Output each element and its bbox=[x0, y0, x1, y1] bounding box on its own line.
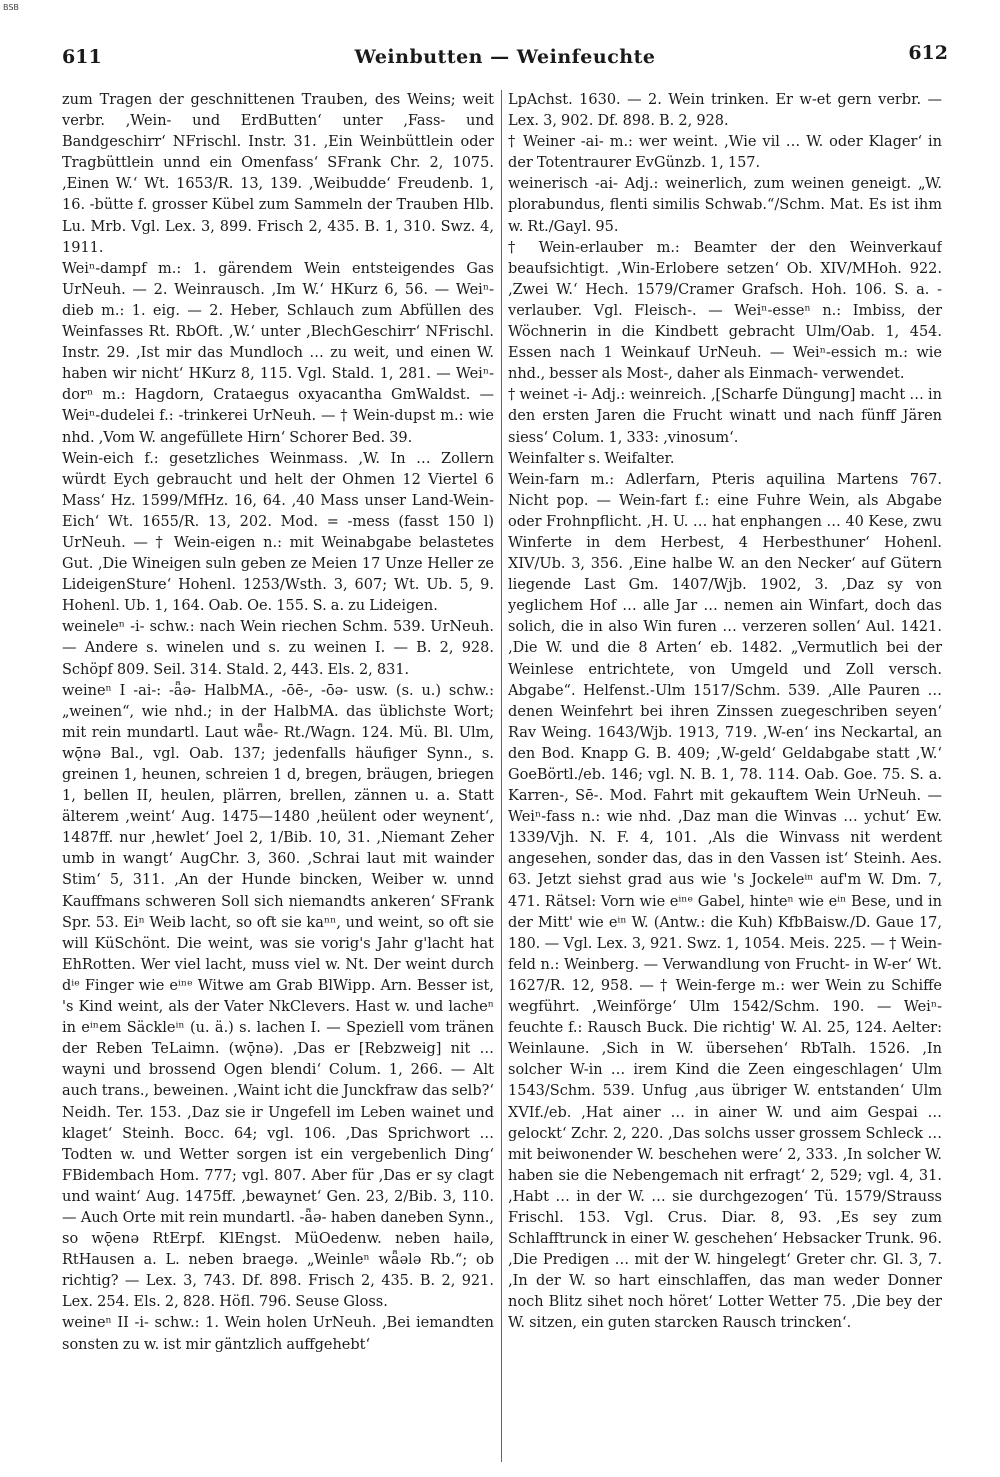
column-divider bbox=[501, 90, 502, 1462]
right-column bbox=[508, 90, 942, 1462]
entry-paragraph: weineleⁿ -i- schw.: nach Wein riechen Schm. 539. UrNeuh. — Andere s. winelen und s. zu weinen I. — B. 2, 928. Schöpf 809. Seil. 314. Stald. 2, 443. Els. 2, 831. bbox=[62, 619, 494, 678]
entry-paragraph: LpAchst. 1630. — 2. Wein trinken. Er w-et gern verbr. — Lex. 3, 902. Df. 898. B. 2, 928. bbox=[508, 92, 942, 130]
entry-paragraph: weinerisch -ai- Adj.: weinerlich, zum weinen geneigt. „W. plorabundus, flenti similis Schwab.“/Schm. Mat. Es ist ihm w. Rt./Gayl. 95. bbox=[508, 176, 942, 235]
left-column bbox=[62, 90, 494, 1462]
library-stamp: BSB bbox=[3, 3, 19, 12]
entry-paragraph: † Weiner -ai- m.: wer weint. ‚Wie vil … W. oder Klager‘ in der Totentraurer EvGünzb. 1, 157. bbox=[508, 134, 942, 172]
entry-paragraph: weineⁿ II -i- schw.: 1. Wein holen UrNeuh. ‚Bei iemandten sonsten zu w. ist mir gäntzlich auffgehebt‘ bbox=[62, 1315, 494, 1353]
entry-paragraph: † weinet -i- Adj.: weinreich. ‚[Scharfe Düngung] macht … in den ersten Jaren die Frucht winatt und nach fünff Jären siess‘ Colum. 1, 333: ‚vinosum‘. bbox=[508, 387, 942, 446]
page-header bbox=[62, 40, 948, 76]
entry-paragraph: Weiⁿ-dampf m.: 1. gärendem Wein entsteigendes Gas UrNeuh. — 2. Weinrausch. ‚Im W.‘ HKurz 6, 56. — Weiⁿ-dieb m.: 1. eig. — 2. Heber, Schlauch zum Abfüllen des Weinfasses Rt. RbOft. ‚W.‘ unter ‚BlechGeschirr‘ NFrischl. Instr. 29. ‚Ist mir das Mundloch … zu weit, und einen W. haben wir nicht‘ HKurz 8, 115. Vgl. Stald. 1, 281. — Weiⁿ-dorⁿ m.: Hagdorn, Crataegus oxyacantha GmWaldst. — Weiⁿ-dudelei f.: -trinkerei UrNeuh. — † Wein-dupst m.: wie nhd. ‚Vom W. angefüllete Hirn‘ Schorer Bed. 39. bbox=[62, 260, 494, 446]
entry-paragraph: weineⁿ I -ai-: -ǟə- HalbMA., -ōē-, -ōə- usw. (s. u.) schw.: „weinen“, wie nhd.; in der HalbMA. das üblichste Wort; mit rein mundartl. Laut wǟe- Rt./Wagn. 124. Mü. Bl. Ulm, wǭnə Bal., vgl. Oab. 137; jedenfalls häufiger Synn., s. greinen 1, heunen, schreien 1 d, bregen, bräugen, briegen 1, bellen II, heulen, plärren, brellen, zännen u. a. Statt älterem ‚weint‘ Aug. 1475—1480 ‚heülent oder weynent‘, 1487ff. nur ‚hewlet‘ Joel 2, 1/Bib. 10, 31. ‚Niemant Zeher umb in wangt‘ AugChr. 3, 360. ‚Schrai laut mit wainder Stim‘ 5, 311. ‚An der Hunde bincken, Weiber w. unnd Kauffmans schweren Soll sich niemandts ankeren‘ SFrank Spr. 53. Eiⁿ Weib lacht, so oft sie kaⁿⁿ, und weint, so oft sie will KüSchönt. Die weint, was sie vorig's Jahr g'lacht hat EhRotten. Wer viel lacht, muss viel w. Nt. Der weint durch dⁱᵉ Finger wie eⁱⁿᵉ Witwe am Grab BlWipp. Arn. Besser ist, 's Kind weint, als der Vater NkClevers. Hast w. und lacheⁿ in eⁱⁿem Säckleⁱⁿ (u. ä.) s. lachen I. — Speziell vom tränen der Reben TeLaimn. (wǭnə). ‚Das er [Rebzweig] nit … wayni und brossend Ogen blendi‘ Colum. 1, 266. — Alt auch trans., beweinen. ‚Waint icht die Junckfraw das selb?‘ Neidh. Ter. 153. ‚Daz sie ir Ungefell im Leben wainet und klaget‘ Steinh. Bocc. 64; vgl. 106. ‚Das Sprichwort … Todten w. und Wetter sorgen ist ein vergebenlich Ding‘ FBidembach Hom. 777; vgl. 807. Aber für ‚Das er sy clagt und waint‘ Aug. 1475ff. ‚bewaynet‘ Gen. 23, 2/Bib. 3, 110. — Auch Orte mit rein mundartl. -ǟə- haben daneben Synn., so wǭenə RtErpf. KlEngst. MüOedenw. neben hailə, RtHausen a. L. neben braegə. „Weinleⁿ wǟələ Rb.“; ob richtig? — Lex. 3, 743. Df. 898. Frisch 2, 435. B. 2, 921. Lex. 254. Els. 2, 828. Höfl. 796. Seuse Gloss. bbox=[62, 682, 494, 1311]
entry-paragraph: zum Tragen der geschnittenen Trauben, des Weins; weit verbr. ‚Wein- und ErdButten‘ unter ‚Fass- und Bandgeschirr‘ NFrischl. Instr. 31. ‚Ein Weinbüttlein oder Tragbüttlein unnd ein Omenfass‘ SFrank Chr. 2, 1075. ‚Einen W.‘ Wt. 1653/R. 13, 139. ‚Weibudde‘ Freudenb. 1, 16. -bütte f. grosser Kübel zum Sammeln der Trauben Hlb. Lu. Mrb. Vgl. Lex. 3, 899. Frisch 2, 435. B. 1, 310. Swz. 4, 1911. bbox=[62, 92, 494, 256]
entry-paragraph: Wein-farn m.: Adlerfarn, Pteris aquilina Martens 767. Nicht pop. — Wein-fart f.: eine Fuhre Wein, als Abgabe oder Frohnpflicht. ‚H. U. … hat enphangen … 40 Kese, zwu Winferte in dem Herbest, 4 Herbesthuner‘ Hohenl. XIV/Ub. 3, 356. ‚Eine halbe W. an den Necker‘ auf Gütern liegende Last Gm. 1407/Wjb. 1902, 3. ‚Daz sy von yeglichem Hof … alle Jar … nemen ain Winfart, doch das solich, die in also Win furen … verzeren sollen‘ Aul. 1421. ‚Die W. und die 8 Arten‘ eb. 1482. „Vermutlich bei der Weinlese entrichtete, von Umgeld und Zoll versch. Abgabe“. Helfenst.-Ulm 1517/Schm. 539. ‚Alle Pauren … denen Weinfehrt bei ihren Zinssen zuegeschriben seyen‘ Rav Weing. 1643/Wjb. 1913, 719. ‚W-en‘ ins Neckartal, an den Bod. Knapp G. B. 409; ‚W-geld‘ Geldabgabe statt ‚W.‘ GoeBörtl./eb. 146; vgl. N. B. 1, 78. 114. Oab. Goe. 75. S. a. Karren-, Sē-. Mod. Fahrt mit gekauftem Wein UrNeuh. — Weiⁿ-fass n.: wie nhd. ‚Daz man die Winvas … ychut‘ Ew. 1339/Vjh. N. F. 4, 101. ‚Als die Winvass nit werdent angesehen, sonder das, das in den Vassen ist‘ Steinh. Aes. 63. Jetzt siehst grad aus wie 's Jockeleⁱⁿ auf'm W. Dm. 7, 471. Rätsel: Vorn wie eⁱⁿᵉ Gabel, hinteⁿ wie eⁱⁿ Bese, und in der Mitt' wie eⁱⁿ W. (Antw.: die Kuh) KfbBaisw./D. Gaue 17, 180. — Vgl. Lex. 3, 921. Swz. 1, 1054. Meis. 225. — † Wein-feld n.: Weinberg. — Verwandlung von Frucht- in W-er‘ Wt. 1627/R. 12, 958. — † Wein-ferge m.: wer Wein zu Schiffe wegführt. ‚Weinförge‘ Ulm 1542/Schm. 190. — Weiⁿ-feuchte f.: Rausch Buck. Die richtig' W. Al. 25, 124. Aelter: Weinlaune. ‚Sich in W. übersehen‘ RbTalh. 1526. ‚In solcher W-in … irem Kind die Zeen eingeschlagen‘ Ulm 1543/Schm. 539. Unfug ‚aus übriger W. entstanden‘ Ulm XVIf./eb. ‚Hat ainer … in ainer W. und aim Gespai … gelockt‘ Zchr. 2, 220. ‚Das solchs usser grossem Schleck … mit beiwonender W. beschehen were‘ 2, 333. ‚In solcher W. haben sie die Nebengemach nit erfragt‘ 2, 529; vgl. 4, 31. ‚Habt … in der W. … sie durchgezogen‘ Tü. 1579/Strauss Frischl. 153. Vgl. Crus. Diar. 8, 93. ‚Es sey zum Schlafftrunck in einer W. geschehen‘ Hebsacker Trunk. 96. ‚Die Predigen … mit der W. hingelegt‘ Greter chr. Gl. 3, 7. ‚In der W. so hart einschlaffen, das man weder Donner noch Blitz sihet noch höret‘ Lotter Wetter 75. ‚Die bey der W. sitzen, ein guten starcken Rausch trincken‘. bbox=[508, 471, 942, 1332]
running-head: Weinbutten — Weinfeuchte bbox=[354, 46, 656, 68]
entry-paragraph: Wein-eich f.: gesetzliches Weinmass. ‚W. In … Zollern würdt Eych gebraucht und helt der Ohmen 12 Viertel 6 Mass‘ Hz. 1599/MfHz. 16, 64. ‚40 Mass unser Land-Wein-Eich‘ Wt. 1655/R. 13, 202. Mod. = -mess (fasst 150 l) UrNeuh. — † Wein-eigen n.: mit Weinabgabe belastetes Gut. ‚Die Wineigen suln geben ze Meien 17 Unze Heller ze LideigenSture‘ Hohenl. 1253/Wsth. 3, 607; Wt. Ub. 5, 9. Hohenl. Ub. 1, 164. Oab. Oe. 155. S. a. zu Lideigen. bbox=[62, 450, 494, 615]
entry-paragraph: † Wein-erlauber m.: Beamter der den Weinverkauf beaufsichtigt. ‚Win-Erlobere setzen‘ Ob. XIV/MHoh. 922. ‚Zwei W.‘ Hech. 1579/Cramer Grafsch. Hoh. 106. S. a. -verlauber. Vgl. Fleisch-. — Weiⁿ-esseⁿ n.: Imbiss, der Wöchnerin in die Kindbett gebracht Ulm/Oab. 1, 454. Essen nach 1 Weinkauf UrNeuh. — Weiⁿ-essich m.: wie nhd., besser als Most-, daher als Einmach- verwendet. bbox=[508, 239, 942, 383]
entry-paragraph: Weinfalter s. Weifalter. bbox=[508, 450, 675, 467]
page-number-left: 611 bbox=[62, 46, 102, 68]
page-number-right: 612 bbox=[908, 42, 948, 64]
